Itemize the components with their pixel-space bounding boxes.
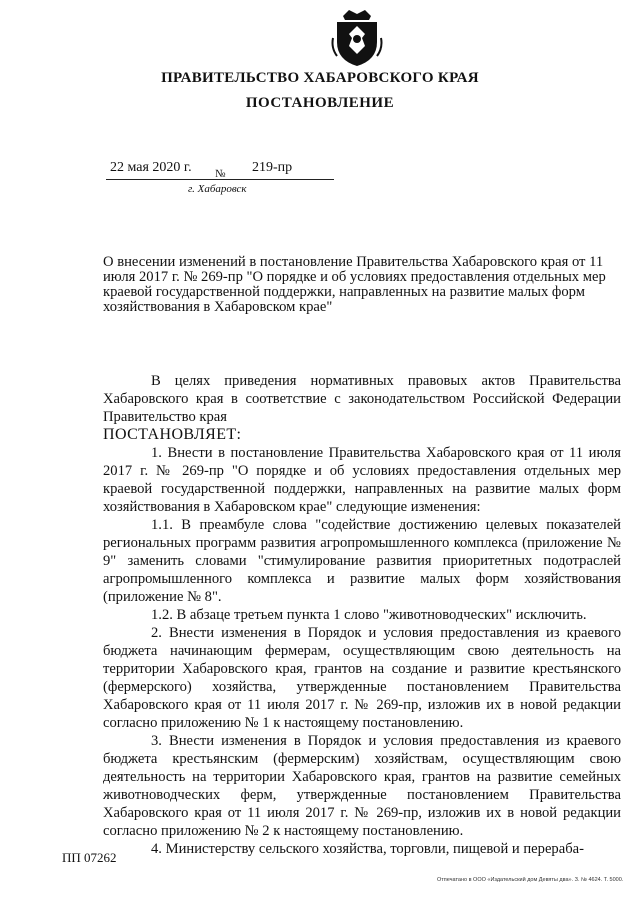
paragraph-3: 3. Внести изменения в Порядок и условия предоставления из краевого бюджета крестьянским (фермерским) хозяйствам, осуществляющим свою деятельность на территории Хабаровского края, грантов на развитие семейных животноводческих ферм, утвержденные постановлением Правительства Хабаровского края от 11 июля 2017 г. № 269-пр, изложив их в новой редакции согласно приложению № 2 к настоящему постановлению. — [103, 733, 621, 839]
city-label: г. Хабаровск — [188, 183, 247, 195]
paragraph-1: 1. Внести в постановление Правительства Хабаровского края от 11 июля 2017 г. № 269-пр "О порядке и об условиях предоставления отдельных мер краевой государственной поддержки, направленных на развитие малых форм хозяйствования в Хабаровском крае" следующие изменения: — [103, 445, 621, 515]
paragraph-2: 2. Внести изменения в Порядок и условия предоставления из краевого бюджета начинающим фермерам, осуществляющим свою деятельность на территории Хабаровского края, грантов на создание и развитие крестьянского (фермерского) хозяйства, утвержденные постановлением Правительства Хабаровского края от 11 июля 2017 г. № 269-пр, изложив их в новой редакции согласно приложению № 1 к настоящему постановлению. — [103, 625, 621, 731]
number-sign: № — [215, 168, 226, 180]
paragraph-1-2: 1.2. В абзаце третьем пункта 1 слово "животноводческих" исключить. — [151, 607, 587, 623]
resolves-heading: ПОСТАНОВЛЯЕТ: — [103, 426, 242, 443]
document-type: ПОСТАНОВЛЕНИЕ — [245, 95, 395, 111]
print-note: Отпечатано в ООО «Издательский дом Девяты два». З. № 4624. Т. 5000. — [437, 877, 624, 883]
document-date: 22 мая 2020 г. — [110, 160, 192, 175]
document-number: 219-пр — [252, 160, 293, 175]
paragraph-4: 4. Министерству сельского хозяйства, торговли, пищевой и перераба- — [151, 841, 584, 857]
paragraph-1-1: 1.1. В преамбуле слова "содействие достижению целевых показателей региональных программ развития агропромышленного комплекса (приложение № 9" заменить словами "стимулирование развития приоритетных подотраслей агропромышленного комплекса и развитие малых форм хозяйствования (приложение № 8". — [103, 517, 621, 605]
date-underline — [106, 179, 334, 180]
document-code: ПП 07262 — [62, 850, 117, 865]
document-body — [103, 372, 621, 858]
coat-of-arms-emblem — [329, 8, 385, 68]
document-subject: О внесении изменений в постановление Правительства Хабаровского края от 11 июля 2017 г. № 269-пр "О порядке и об условиях предоставления отдельных мер краевой государственной поддержки, направленных на развитие малых форм хозяйствования в Хабаровском крае" — [103, 254, 606, 315]
government-title: ПРАВИТЕЛЬСТВО ХАБАРОВСКОГО КРАЯ — [161, 70, 479, 86]
preamble-paragraph: В целях приведения нормативных правовых актов Правительства Хабаровского края в соответствие с законодательством Российской Федерации Правительство края — [103, 373, 621, 425]
